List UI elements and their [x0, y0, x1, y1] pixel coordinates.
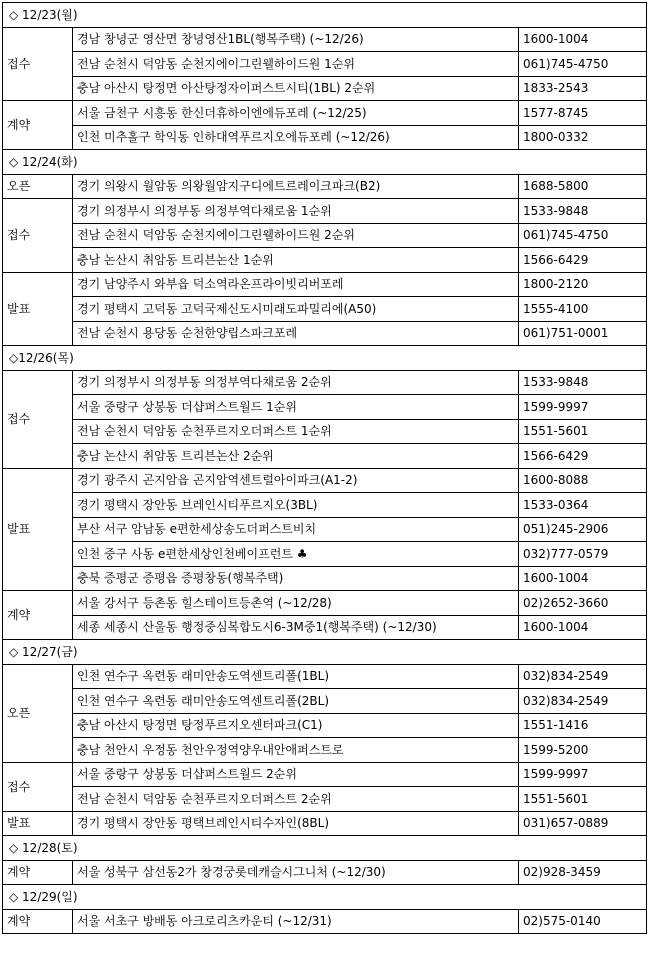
phone-cell: 1566-6429 [519, 444, 647, 469]
complex-name-cell: 서울 중랑구 상봉동 더샵퍼스트월드 2순위 [73, 762, 519, 787]
table-row [3, 444, 647, 469]
table-row [3, 52, 647, 77]
table-row [3, 125, 647, 150]
table-row [3, 395, 647, 420]
phone-cell: 1551-1416 [519, 713, 647, 738]
phone-cell: 061)745-4750 [519, 223, 647, 248]
complex-name-cell: 전남 순천시 덕암동 순천푸르지오더퍼스트 2순위 [73, 787, 519, 812]
phone-cell: 1833-2543 [519, 76, 647, 101]
category-cell: 계약 [3, 101, 73, 150]
table-row [3, 199, 647, 224]
phone-cell: 02)575-0140 [519, 909, 647, 934]
category-cell: 오픈 [3, 174, 73, 199]
table-row [3, 468, 647, 493]
table-row [3, 689, 647, 714]
table-row [3, 297, 647, 322]
phone-cell: 1533-9848 [519, 370, 647, 395]
table-row [3, 860, 647, 885]
phone-cell: 032)777-0579 [519, 542, 647, 567]
date-header-row [3, 150, 647, 175]
table-row [3, 321, 647, 346]
complex-name-cell: 전남 순천시 덕암동 순천지에이그린웰하이드원 2순위 [73, 223, 519, 248]
complex-name-cell: 충남 논산시 취암동 트리븐논산 1순위 [73, 248, 519, 273]
table-row [3, 493, 647, 518]
complex-name-cell: 전남 순천시 용당동 순천한양립스파크포레 [73, 321, 519, 346]
complex-name-cell: 서울 금천구 시흥동 한신더휴하이엔에듀포레 (~12/25) [73, 101, 519, 126]
complex-name-cell: 인천 중구 사동 e편한세상인천베이프런트 ♣ [73, 542, 519, 567]
phone-cell: 1555-4100 [519, 297, 647, 322]
date-header-row [3, 836, 647, 861]
category-cell: 계약 [3, 591, 73, 640]
phone-cell: 031)657-0889 [519, 811, 647, 836]
complex-name-cell: 인천 미추홀구 학익동 인하대역푸르지오에듀포레 (~12/26) [73, 125, 519, 150]
complex-name-cell: 전남 순천시 덕암동 순천지에이그린웰하이드원 1순위 [73, 52, 519, 77]
complex-name-cell: 경기 남양주시 와부읍 덕소역라온프라이빗리버포레 [73, 272, 519, 297]
schedule-table [2, 2, 647, 934]
complex-name-cell: 경남 창녕군 영산면 창녕영산1BL(행복주택) (~12/26) [73, 27, 519, 52]
complex-name-cell: 서울 성북구 삼선동2가 창경궁롯데캐슬시그니처 (~12/30) [73, 860, 519, 885]
phone-cell: 02)2652-3660 [519, 591, 647, 616]
table-row [3, 738, 647, 763]
phone-cell: 1566-6429 [519, 248, 647, 273]
complex-name-cell: 충남 아산시 탕정면 아산탕정자이퍼스트시티(1BL) 2순위 [73, 76, 519, 101]
table-row [3, 370, 647, 395]
phone-cell: 1551-5601 [519, 419, 647, 444]
category-cell: 발표 [3, 468, 73, 591]
phone-cell: 1600-8088 [519, 468, 647, 493]
complex-name-cell: 경기 의왕시 월암동 의왕월암지구디에트르레이크파크(B2) [73, 174, 519, 199]
category-cell: 오픈 [3, 664, 73, 762]
phone-cell: 1599-9997 [519, 395, 647, 420]
complex-name-cell: 경기 평택시 장안동 브레인시티푸르지오(3BL) [73, 493, 519, 518]
category-cell: 접수 [3, 370, 73, 468]
date-header: ◇ 12/24(화) [3, 150, 647, 175]
phone-cell: 061)745-4750 [519, 52, 647, 77]
table-row [3, 591, 647, 616]
phone-cell: 1600-1004 [519, 615, 647, 640]
date-header-row [3, 346, 647, 371]
complex-name-cell: 충남 아산시 탕정면 탕정푸르지오센터파크(C1) [73, 713, 519, 738]
date-header: ◇ 12/28(토) [3, 836, 647, 861]
complex-name-cell: 전남 순천시 덕암동 순천푸르지오더퍼스트 1순위 [73, 419, 519, 444]
phone-cell: 1688-5800 [519, 174, 647, 199]
table-row [3, 664, 647, 689]
category-cell: 접수 [3, 199, 73, 273]
complex-name-cell: 경기 의정부시 의정부동 의정부역다채로움 2순위 [73, 370, 519, 395]
table-row [3, 248, 647, 273]
table-row [3, 566, 647, 591]
date-header-row [3, 885, 647, 910]
phone-cell: 051)245-2906 [519, 517, 647, 542]
phone-cell: 1551-5601 [519, 787, 647, 812]
table-row [3, 517, 647, 542]
phone-cell: 02)928-3459 [519, 860, 647, 885]
date-header-row [3, 3, 647, 28]
table-row [3, 174, 647, 199]
complex-name-cell: 서울 중랑구 상봉동 더샵퍼스트월드 1순위 [73, 395, 519, 420]
date-header: ◇ 12/29(일) [3, 885, 647, 910]
category-cell: 계약 [3, 860, 73, 885]
date-header: ◇ 12/27(금) [3, 640, 647, 665]
complex-name-cell: 충남 논산시 취암동 트리븐논산 2순위 [73, 444, 519, 469]
complex-name-cell: 인천 연수구 옥련동 래미안송도역센트리폴(2BL) [73, 689, 519, 714]
phone-cell: 1599-5200 [519, 738, 647, 763]
schedule-body [3, 3, 647, 934]
table-row [3, 101, 647, 126]
table-row [3, 762, 647, 787]
table-row [3, 76, 647, 101]
table-row [3, 713, 647, 738]
phone-cell: 061)751-0001 [519, 321, 647, 346]
phone-cell: 1533-0364 [519, 493, 647, 518]
complex-name-cell: 경기 의정부시 의정부동 의정부역다채로움 1순위 [73, 199, 519, 224]
complex-name-cell: 경기 평택시 장안동 평택브레인시티수자인(8BL) [73, 811, 519, 836]
phone-cell: 1600-1004 [519, 27, 647, 52]
date-header: ◇ 12/23(월) [3, 3, 647, 28]
phone-cell: 032)834-2549 [519, 689, 647, 714]
table-row [3, 419, 647, 444]
complex-name-cell: 경기 평택시 고덕동 고덕국제신도시미래도파밀리에(A50) [73, 297, 519, 322]
phone-cell: 1800-2120 [519, 272, 647, 297]
category-cell: 발표 [3, 272, 73, 346]
complex-name-cell: 인천 연수구 옥련동 래미안송도역센트리폴(1BL) [73, 664, 519, 689]
complex-name-cell: 충남 천안시 우정동 천안우정역양우내안애퍼스트로 [73, 738, 519, 763]
complex-name-cell: 부산 서구 암남동 e편한세상송도더퍼스트비치 [73, 517, 519, 542]
date-header: ◇12/26(목) [3, 346, 647, 371]
complex-name-cell: 세종 세종시 산울동 행정중심복합도시6-3M중1(행복주택) (~12/30) [73, 615, 519, 640]
table-row [3, 223, 647, 248]
date-header-row [3, 640, 647, 665]
complex-name-cell: 서울 서초구 방배동 아크로리츠카운티 (~12/31) [73, 909, 519, 934]
complex-name-cell: 서울 강서구 등촌동 힐스테이트등촌역 (~12/28) [73, 591, 519, 616]
phone-cell: 1599-9997 [519, 762, 647, 787]
complex-name-cell: 경기 광주시 곤지암읍 곤지암역센트럴아이파크(A1-2) [73, 468, 519, 493]
phone-cell: 1533-9848 [519, 199, 647, 224]
table-row [3, 272, 647, 297]
category-cell: 접수 [3, 762, 73, 811]
complex-name-cell: 충북 증평군 증평읍 증평창동(행복주택) [73, 566, 519, 591]
table-row [3, 811, 647, 836]
table-row [3, 615, 647, 640]
phone-cell: 032)834-2549 [519, 664, 647, 689]
phone-cell: 1577-8745 [519, 101, 647, 126]
category-cell: 접수 [3, 27, 73, 101]
table-row [3, 909, 647, 934]
table-row [3, 27, 647, 52]
phone-cell: 1600-1004 [519, 566, 647, 591]
table-row [3, 787, 647, 812]
table-row [3, 542, 647, 567]
phone-cell: 1800-0332 [519, 125, 647, 150]
category-cell: 계약 [3, 909, 73, 934]
category-cell: 발표 [3, 811, 73, 836]
